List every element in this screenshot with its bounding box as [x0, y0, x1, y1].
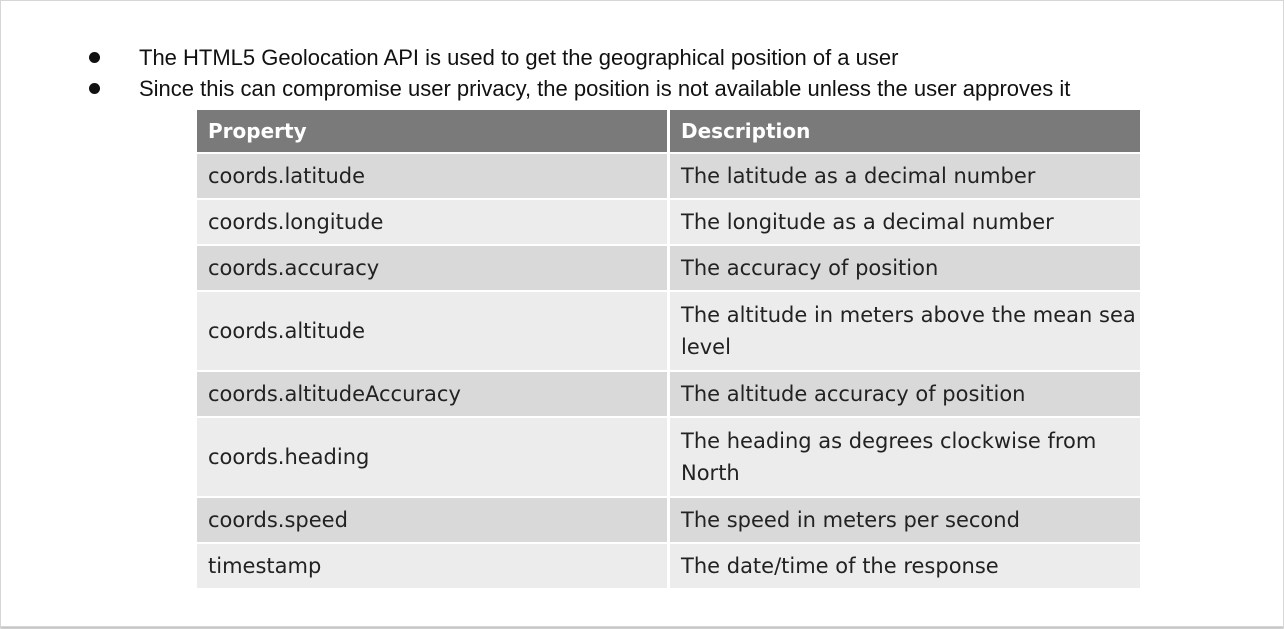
bullet-dot-icon: [89, 83, 100, 94]
table-header-row: [197, 110, 1140, 153]
bullet-text: Since this can compromise user privacy, the position is not available unless the user approves it: [139, 76, 1071, 101]
description-cell: The heading as degrees clockwise from North: [669, 417, 1141, 497]
description-cell: The date/time of the response: [669, 543, 1141, 589]
property-cell: coords.speed: [197, 497, 669, 543]
table-row: [197, 543, 1140, 589]
table-row: [197, 371, 1140, 417]
description-cell: The longitude as a decimal number: [669, 199, 1141, 245]
description-cell: The altitude in meters above the mean sea level: [669, 291, 1141, 371]
bullet-dot-icon: [89, 52, 100, 63]
property-cell: coords.altitude: [197, 291, 669, 371]
property-cell: coords.altitudeAccuracy: [197, 371, 669, 417]
description-cell: The altitude accuracy of position: [669, 371, 1141, 417]
bullet-text: The HTML5 Geolocation API is used to get the geographical position of a user: [139, 45, 899, 70]
description-cell: The latitude as a decimal number: [669, 153, 1141, 199]
property-cell: coords.latitude: [197, 153, 669, 199]
header-description: Description: [669, 110, 1141, 153]
table-row: [197, 417, 1140, 497]
table-row: [197, 291, 1140, 371]
property-cell: coords.longitude: [197, 199, 669, 245]
property-cell: timestamp: [197, 543, 669, 589]
table-row: [197, 245, 1140, 291]
table-row: [197, 199, 1140, 245]
description-cell: The accuracy of position: [669, 245, 1141, 291]
description-cell: The speed in meters per second: [669, 497, 1141, 543]
geolocation-properties-table: [197, 110, 1140, 590]
property-cell: coords.heading: [197, 417, 669, 497]
property-cell: coords.accuracy: [197, 245, 669, 291]
table-row: [197, 153, 1140, 199]
header-property: Property: [197, 110, 669, 153]
table-row: [197, 497, 1140, 543]
